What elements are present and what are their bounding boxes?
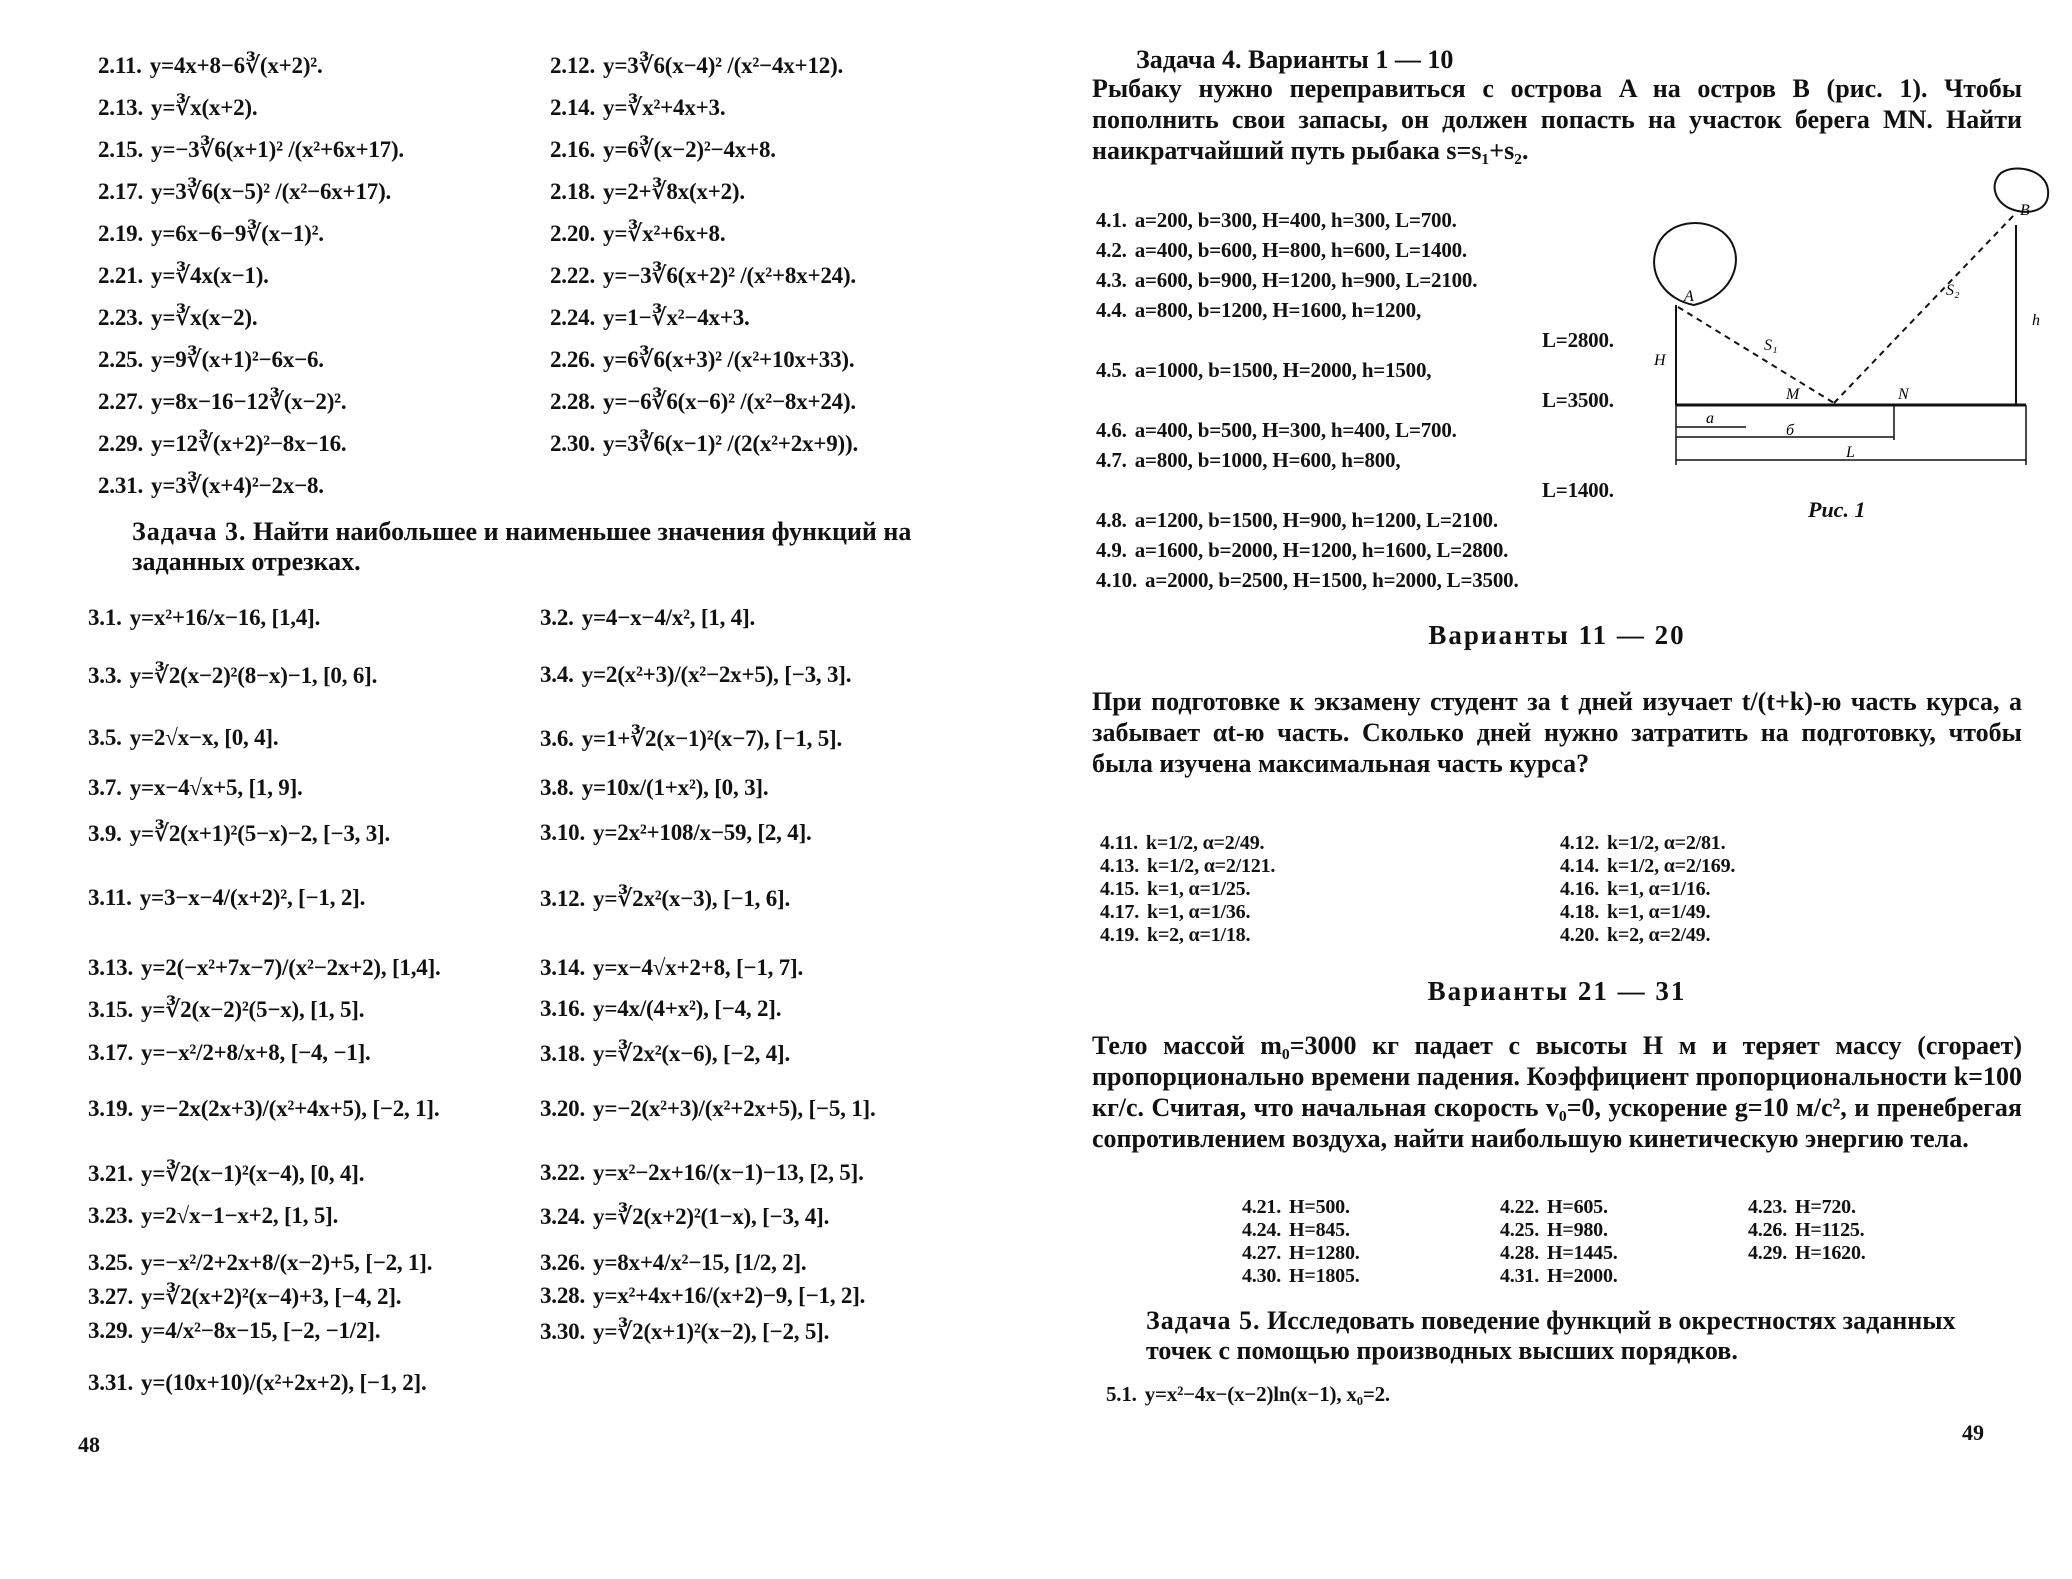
exercise-number: 4.27.	[1242, 1242, 1282, 1264]
exercise-item	[98, 220, 324, 247]
exercise-number: 3.6.	[540, 726, 574, 751]
exercise-formula: a=400, b=500, H=300, h=400, L=700.	[1134, 418, 1457, 442]
exercise-number: 2.24.	[550, 305, 596, 330]
exercise-formula: y=∛x(x−2).	[151, 305, 258, 330]
variants-21-31-text: Тело массой m₀=3000 кг падает с высоты H м и теряет массу (сгорает) пропорционально времени падения. Коэффициент пропорциональности k=100 кг/с. Считая, что начальная скорость v₀=0, ускорение g=10 м/с², и пренебрегая сопротивлением воздуха, найти наибольшую кинетическую энергию тела.	[1092, 1031, 2022, 1153]
exercise-formula: y=∛x²+4x+3.	[603, 95, 726, 120]
exercise-item	[1096, 298, 1421, 323]
exercise-number: 4.30.	[1242, 1265, 1282, 1287]
exercise-item	[1100, 832, 1264, 855]
exercise-number: 3.22.	[540, 1160, 586, 1185]
exercise-formula: k=1/2, α=2/81.	[1607, 832, 1726, 854]
exercise-item	[540, 955, 803, 981]
exercise-number: 3.25.	[88, 1250, 134, 1275]
exercise-item	[540, 662, 851, 688]
exercise-number: 2.19.	[98, 221, 144, 246]
exercise-number: 4.26.	[1748, 1219, 1788, 1241]
exercise-formula: H=1445.	[1547, 1242, 1618, 1264]
exercise-number: 4.13.	[1100, 855, 1140, 877]
label-H: H	[1654, 352, 1666, 369]
figure-1-caption: Рис. 1	[1808, 497, 1866, 522]
exercise-formula: y=12∛(x+2)²−8x−16.	[151, 431, 347, 456]
exercise-formula: y=∛x²+6x+8.	[603, 221, 726, 246]
exercise-number: 3.24.	[540, 1204, 586, 1229]
exercise-item	[1242, 1196, 1350, 1219]
exercise-item	[1096, 418, 1457, 443]
exercise-formula: y=−6∛6(x−6)² /(x²−8x+24).	[603, 389, 856, 414]
exercise-number: 3.27.	[88, 1284, 134, 1309]
exercise-number: 2.28.	[550, 389, 596, 414]
exercise-number: 4.29.	[1748, 1242, 1788, 1264]
exercise-item	[88, 605, 320, 631]
exercise-item	[88, 820, 390, 847]
exercise-item	[88, 955, 441, 981]
exercise-formula: y=∛2(x+2)²(x−4)+3, [−4, 2].	[141, 1284, 402, 1309]
exercise-number: 4.18.	[1560, 901, 1600, 923]
exercise-number: 4.25.	[1500, 1219, 1540, 1241]
exercise-number: 2.11.	[98, 53, 142, 78]
exercise-item	[540, 1250, 806, 1276]
exercise-number: 4.4.	[1096, 298, 1127, 322]
exercise-item	[1096, 568, 1519, 593]
exercise-number: 3.11.	[88, 885, 132, 910]
exercise-number: 2.14.	[550, 95, 596, 120]
label-M: M	[1786, 386, 1800, 403]
exercise-formula: H=1125.	[1795, 1219, 1865, 1241]
exercise-item	[540, 1160, 864, 1186]
exercise-formula: y=6∛(x−2)²−4x+8.	[603, 137, 776, 162]
exercise-item	[1100, 855, 1275, 878]
task5-heading	[1146, 1306, 2026, 1366]
exercise-formula: k=1, α=1/25.	[1147, 878, 1251, 900]
task4-text-body: Рыбаку нужно переправиться с острова A на остров B (рис. 1). Чтобы пополнить свои запасы, он должен попасть на участок берега MN. Найти наикратчайший путь рыбака s=s₁+s₂.	[1092, 74, 2022, 165]
exercise-formula: y=2(x²+3)/(x²−2x+5), [−3, 3].	[581, 662, 852, 687]
exercise-formula: a=800, b=1000, H=600, h=800,	[1134, 448, 1401, 472]
exercise-number: 4.15.	[1100, 878, 1140, 900]
exercise-formula: y=2√x−x, [0, 4].	[129, 725, 279, 750]
exercise-item	[98, 388, 346, 415]
exercise-formula: H=1620.	[1795, 1242, 1866, 1264]
exercise-number: 4.10.	[1096, 568, 1138, 592]
exercise-item	[550, 52, 843, 79]
exercise-formula: y=3∛6(x−4)² /(x²−4x+12).	[603, 53, 844, 78]
exercise-formula: a=600, b=900, H=1200, h=900, L=2100.	[1134, 268, 1478, 292]
exercise-number: 2.29.	[98, 431, 144, 456]
exercise-number: 2.17.	[98, 179, 144, 204]
exercise-formula: y=∛2(x+1)²(x−2), [−2, 5].	[593, 1319, 830, 1344]
exercise-item	[98, 304, 257, 331]
exercise-formula: H=980.	[1547, 1219, 1608, 1241]
exercise-number: 3.28.	[540, 1283, 586, 1308]
exercise-number: 3.16.	[540, 996, 586, 1021]
exercise-number: 2.21.	[98, 263, 144, 288]
exercise-item	[550, 262, 856, 289]
exercise-continuation: L=3500.	[1542, 388, 1614, 412]
exercise-item	[1560, 924, 1710, 947]
exercise-item	[88, 1096, 439, 1122]
exercise-number: 3.4.	[540, 662, 574, 687]
exercise-number: 4.1.	[1096, 208, 1127, 232]
exercise-item	[1096, 358, 1431, 383]
exercise-formula: y=−3∛6(x+1)² /(x²+6x+17).	[151, 137, 404, 162]
exercise-item	[540, 1283, 865, 1309]
exercise-number: 4.19.	[1100, 924, 1140, 946]
exercise-number: 2.23.	[98, 305, 144, 330]
exercise-number: 3.12.	[540, 886, 586, 911]
exercise-number: 5.1.	[1106, 1382, 1137, 1406]
exercise-formula: H=500.	[1289, 1196, 1350, 1218]
exercise-number: 4.16.	[1560, 878, 1600, 900]
exercise-item	[1560, 901, 1710, 924]
exercise-number: 3.18.	[540, 1041, 586, 1066]
exercise-formula: k=1, α=1/36.	[1147, 901, 1251, 923]
exercise-number: 4.3.	[1096, 268, 1127, 292]
variants-21-31-heading: Варианты 21 — 31	[1427, 976, 1687, 1006]
exercise-item	[98, 52, 323, 79]
exercise-number: 2.31.	[98, 473, 144, 498]
exercise-formula: y=6∛6(x+3)² /(x²+10x+33).	[603, 347, 855, 372]
exercise-item	[550, 430, 858, 457]
exercise-number: 4.7.	[1096, 448, 1127, 472]
exercise-item	[1100, 878, 1250, 901]
task5-heading-text: Исследовать поведение функций в окрестностях заданных точек с помощью производных высших порядков.	[1146, 1306, 1956, 1365]
exercise-item	[540, 1203, 829, 1230]
exercise-formula: y=1+∛2(x−1)²(x−7), [−1, 5].	[581, 726, 843, 751]
exercise-formula: y=∛2(x+2)²(1−x), [−3, 4].	[593, 1204, 830, 1229]
exercise-formula: a=1600, b=2000, H=1200, h=1600, L=2800.	[1134, 538, 1509, 562]
label-b-point: B	[2020, 202, 2030, 219]
exercise-number: 2.12.	[550, 53, 596, 78]
exercise-number: 3.30.	[540, 1319, 586, 1344]
exercise-item	[1500, 1265, 1618, 1288]
exercise-number: 4.20.	[1560, 924, 1600, 946]
exercise-number: 3.20.	[540, 1096, 586, 1121]
exercise-number: 2.27.	[98, 389, 144, 414]
exercise-item	[550, 304, 750, 331]
exercise-item	[550, 220, 725, 247]
exercise-formula: y=4−x−4/x², [1, 4].	[581, 605, 756, 630]
exercise-number: 3.31.	[88, 1370, 134, 1395]
exercise-item	[88, 1250, 432, 1276]
label-s2: S₂	[1946, 282, 1960, 299]
exercise-formula: y=6x−6−9∛(x−1)².	[151, 221, 324, 246]
exercise-number: 4.31.	[1500, 1265, 1540, 1287]
exercise-item	[1748, 1196, 1856, 1219]
exercise-item	[1500, 1242, 1618, 1265]
exercise-number: 3.14.	[540, 955, 586, 980]
exercise-item	[550, 94, 725, 121]
exercise-formula: y=8x+4/x²−15, [1/2, 2].	[593, 1250, 807, 1275]
exercise-formula: y=∛x(x+2).	[151, 95, 258, 120]
exercise-item	[1096, 268, 1477, 293]
exercise-item	[1748, 1219, 1864, 1242]
exercise-formula: a=800, b=1200, H=1600, h=1200,	[1134, 298, 1422, 322]
exercise-item	[88, 662, 377, 689]
exercise-formula: y=∛2x²(x−6), [−2, 4].	[593, 1041, 791, 1066]
exercise-number: 3.10.	[540, 820, 586, 845]
exercise-formula: y=3∛6(x−5)² /(x²−6x+17).	[151, 179, 392, 204]
exercise-number: 3.2.	[540, 605, 574, 630]
exercise-formula: a=1200, b=1500, H=900, h=1200, L=2100.	[1134, 508, 1498, 532]
exercise-formula: y=−x²/2+2x+8/(x−2)+5, [−2, 1].	[141, 1250, 433, 1275]
exercise-formula: H=2000.	[1547, 1265, 1618, 1287]
exercise-item	[1560, 855, 1735, 878]
exercise-item	[1096, 508, 1498, 533]
exercise-formula: k=1/2, α=2/169.	[1607, 855, 1736, 877]
exercise-item	[88, 1203, 338, 1229]
exercise-number: 4.8.	[1096, 508, 1127, 532]
exercise-item	[1560, 878, 1710, 901]
exercise-formula: y=10x/(1+x²), [0, 3].	[581, 775, 769, 800]
exercise-item	[88, 885, 365, 911]
exercise-formula: y=3∛(x+4)²−2x−8.	[151, 473, 324, 498]
exercise-item	[1748, 1242, 1866, 1265]
exercise-item	[98, 430, 346, 457]
label-h: h	[2032, 312, 2040, 329]
exercise-number: 4.6.	[1096, 418, 1127, 442]
exercise-number: 3.15.	[88, 997, 134, 1022]
exercise-item	[540, 1040, 790, 1067]
exercise-formula: y=x²+16/x−16, [1,4].	[129, 605, 321, 630]
exercise-item	[550, 178, 745, 205]
exercise-number: 4.2.	[1096, 238, 1127, 262]
exercise-formula: y=(10x+10)/(x²+2x+2), [−1, 2].	[141, 1370, 427, 1395]
exercise-formula: y=∛2x²(x−3), [−1, 6].	[593, 886, 791, 911]
exercise-item	[1096, 238, 1467, 263]
exercise-number: 3.1.	[88, 605, 122, 630]
exercise-item	[88, 775, 303, 801]
exercise-item	[88, 996, 364, 1023]
variants-11-20-text: При подготовке к экзамену студент за t дней изучает t/(t+k)-ю часть курса, а забывает αt-ю часть. Сколько дней нужно затратить на подготовку, чтобы была изучена максимальная часть курса?	[1092, 687, 2022, 778]
exercise-item	[1106, 1382, 1390, 1407]
exercise-item	[88, 1370, 427, 1396]
exercise-formula: y=2√x−1−x+2, [1, 5].	[141, 1203, 339, 1228]
exercise-formula: k=1, α=1/49.	[1607, 901, 1711, 923]
exercise-formula: y=−3∛6(x+2)² /(x²+8x+24).	[603, 263, 856, 288]
exercise-item	[1096, 538, 1508, 563]
exercise-formula: y=−x²/2+8/x+8, [−4, −1].	[141, 1040, 371, 1065]
exercise-item	[98, 136, 404, 163]
exercise-number: 4.28.	[1500, 1242, 1540, 1264]
exercise-item	[98, 262, 269, 289]
exercise-item	[540, 885, 790, 912]
exercise-formula: y=∛2(x+1)²(5−x)−2, [−3, 3].	[129, 821, 391, 846]
exercise-number: 2.16.	[550, 137, 596, 162]
exercise-number: 3.7.	[88, 775, 122, 800]
exercise-number: 3.19.	[88, 1096, 134, 1121]
exercise-item	[1242, 1219, 1350, 1242]
exercise-item	[540, 1318, 829, 1345]
exercise-number: 4.5.	[1096, 358, 1127, 382]
exercise-number: 2.25.	[98, 347, 144, 372]
exercise-formula: y=x−4√x+5, [1, 9].	[129, 775, 303, 800]
exercise-number: 3.9.	[88, 821, 122, 846]
exercise-item	[540, 725, 842, 752]
exercise-formula: y=4/x²−8x−15, [−2, −1/2].	[141, 1318, 381, 1343]
exercise-formula: a=1000, b=1500, H=2000, h=1500,	[1134, 358, 1432, 382]
exercise-number: 2.13.	[98, 95, 144, 120]
exercise-formula: y=x²+4x+16/(x+2)−9, [−1, 2].	[593, 1283, 866, 1308]
label-b: б	[1786, 422, 1795, 439]
exercise-number: 3.23.	[88, 1203, 134, 1228]
exercise-formula: H=720.	[1795, 1196, 1856, 1218]
page-number-right: 49	[1962, 1420, 1984, 1445]
exercise-item	[540, 605, 755, 631]
exercise-number: 2.15.	[98, 137, 144, 162]
exercise-item	[540, 996, 781, 1022]
exercise-item	[550, 136, 776, 163]
exercise-number: 3.17.	[88, 1040, 134, 1065]
exercise-item	[1100, 924, 1250, 947]
exercise-item	[1560, 832, 1725, 855]
exercise-number: 3.29.	[88, 1318, 134, 1343]
exercise-number: 2.22.	[550, 263, 596, 288]
exercise-formula: y=∛4x(x−1).	[151, 263, 269, 288]
label-L: L	[1846, 444, 1855, 461]
exercise-item	[1100, 901, 1250, 924]
exercise-number: 4.12.	[1560, 832, 1600, 854]
exercise-continuation: L=2800.	[1542, 328, 1614, 352]
exercise-formula: k=2, α=1/18.	[1147, 924, 1251, 946]
exercise-item	[540, 775, 768, 801]
page-number-left: 48	[78, 1432, 100, 1457]
task4-heading: Задача 4. Варианты 1 — 10	[1136, 45, 1454, 74]
exercise-formula: k=1/2, α=2/121.	[1147, 855, 1276, 877]
task3-heading-label: Задача 3.	[132, 517, 247, 546]
exercise-formula: y=∛2(x−2)²(8−x)−1, [0, 6].	[129, 663, 378, 688]
exercise-number: 4.24.	[1242, 1219, 1282, 1241]
exercise-formula: y=x²−2x+16/(x−1)−13, [2, 5].	[593, 1160, 864, 1185]
exercise-item	[1242, 1242, 1360, 1265]
exercise-number: 4.17.	[1100, 901, 1140, 923]
exercise-formula: y=x−4√x+2+8, [−1, 7].	[593, 955, 804, 980]
exercise-formula: y=4x/(4+x²), [−4, 2].	[593, 996, 782, 1021]
exercise-number: 3.13.	[88, 955, 134, 980]
exercise-item	[1500, 1196, 1608, 1219]
exercise-item	[98, 472, 324, 499]
exercise-item	[88, 725, 278, 751]
right-page	[1036, 0, 2072, 1579]
task4-text	[1092, 73, 2022, 166]
exercise-formula: y=∛2(x−2)²(5−x), [1, 5].	[141, 997, 365, 1022]
exercise-number: 2.18.	[550, 179, 596, 204]
label-N: N	[1898, 386, 1909, 403]
exercise-formula: a=400, b=600, H=800, h=600, L=1400.	[1134, 238, 1467, 262]
exercise-item	[540, 1096, 876, 1122]
exercise-number: 3.21.	[88, 1161, 134, 1186]
exercise-number: 2.26.	[550, 347, 596, 372]
exercise-formula: y=9∛(x+1)²−6x−6.	[151, 347, 324, 372]
task3-heading	[132, 517, 972, 577]
exercise-formula: y=∛2(x−1)²(x−4), [0, 4].	[141, 1161, 365, 1186]
exercise-formula: y=2(−x²+7x−7)/(x²−2x+2), [1,4].	[141, 955, 441, 980]
exercise-number: 4.9.	[1096, 538, 1127, 562]
exercise-formula: y=−2(x²+3)/(x²+2x+5), [−5, 1].	[593, 1096, 876, 1121]
exercise-continuation: L=1400.	[1542, 478, 1614, 502]
figure-1-diagram	[1636, 165, 2056, 485]
exercise-number: 4.23.	[1748, 1196, 1788, 1218]
exercise-formula: y=2x²+108/x−59, [2, 4].	[593, 820, 812, 845]
exercise-formula: k=1, α=1/16.	[1607, 878, 1711, 900]
exercise-item	[540, 820, 812, 846]
label-a-point: A	[1684, 288, 1694, 305]
exercise-formula: y=−2x(2x+3)/(x²+4x+5), [−2, 1].	[141, 1096, 440, 1121]
exercise-formula: y=2+∛8x(x+2).	[603, 179, 745, 204]
exercise-number: 3.8.	[540, 775, 574, 800]
exercise-item	[550, 346, 854, 373]
path-s1	[1678, 307, 1834, 403]
exercise-formula: y=4x+8−6∛(x+2)².	[149, 53, 323, 78]
exercise-formula: H=1280.	[1289, 1242, 1360, 1264]
exercise-item	[98, 346, 324, 373]
exercise-number: 4.21.	[1242, 1196, 1282, 1218]
exercise-formula: a=200, b=300, H=400, h=300, L=700.	[1134, 208, 1457, 232]
exercise-item	[88, 1040, 371, 1066]
exercise-formula: H=845.	[1289, 1219, 1350, 1241]
exercise-number: 4.22.	[1500, 1196, 1540, 1218]
exercise-number: 4.11.	[1100, 832, 1138, 854]
exercise-item	[1096, 208, 1457, 233]
exercise-number: 3.5.	[88, 725, 122, 750]
exercise-formula: H=1805.	[1289, 1265, 1360, 1287]
exercise-formula: k=2, α=2/49.	[1607, 924, 1711, 946]
exercise-item	[1096, 448, 1400, 473]
exercise-item	[88, 1160, 364, 1187]
exercise-number: 2.20.	[550, 221, 596, 246]
label-a: a	[1706, 410, 1714, 427]
exercise-formula: a=2000, b=2500, H=1500, h=2000, L=3500.	[1145, 568, 1519, 592]
exercise-formula: y=8x−16−12∛(x−2)².	[151, 389, 347, 414]
exercise-number: 3.3.	[88, 663, 122, 688]
exercise-item	[88, 1318, 380, 1344]
task5-heading-label: Задача 5.	[1146, 1306, 1261, 1335]
exercise-number: 3.26.	[540, 1250, 586, 1275]
path-s2	[1834, 215, 2014, 403]
exercise-item	[88, 1283, 401, 1310]
exercise-item	[98, 94, 257, 121]
exercise-item	[1242, 1265, 1360, 1288]
island-a-shape	[1654, 223, 1736, 305]
exercise-formula: k=1/2, α=2/49.	[1145, 832, 1265, 854]
exercise-number: 4.14.	[1560, 855, 1600, 877]
task3-heading-text: Найти наибольшее и наименьшее значения функций на заданных отрезках.	[132, 517, 912, 576]
exercise-item	[1500, 1219, 1608, 1242]
label-s1: S₁	[1764, 337, 1778, 354]
exercise-item	[98, 178, 391, 205]
variants-11-20-heading: Варианты 11 — 20	[1428, 620, 1686, 650]
exercise-formula: y=1−∛x²−4x+3.	[603, 305, 750, 330]
exercise-item	[550, 388, 856, 415]
exercise-formula: y=3−x−4/(x+2)², [−1, 2].	[139, 885, 366, 910]
exercise-formula: y=x²−4x−(x−2)ln(x−1), x₀=2.	[1144, 1382, 1390, 1406]
exercise-number: 2.30.	[550, 431, 596, 456]
exercise-formula: H=605.	[1547, 1196, 1608, 1218]
exercise-formula: y=3∛6(x−1)² /(2(x²+2x+9)).	[603, 431, 858, 456]
